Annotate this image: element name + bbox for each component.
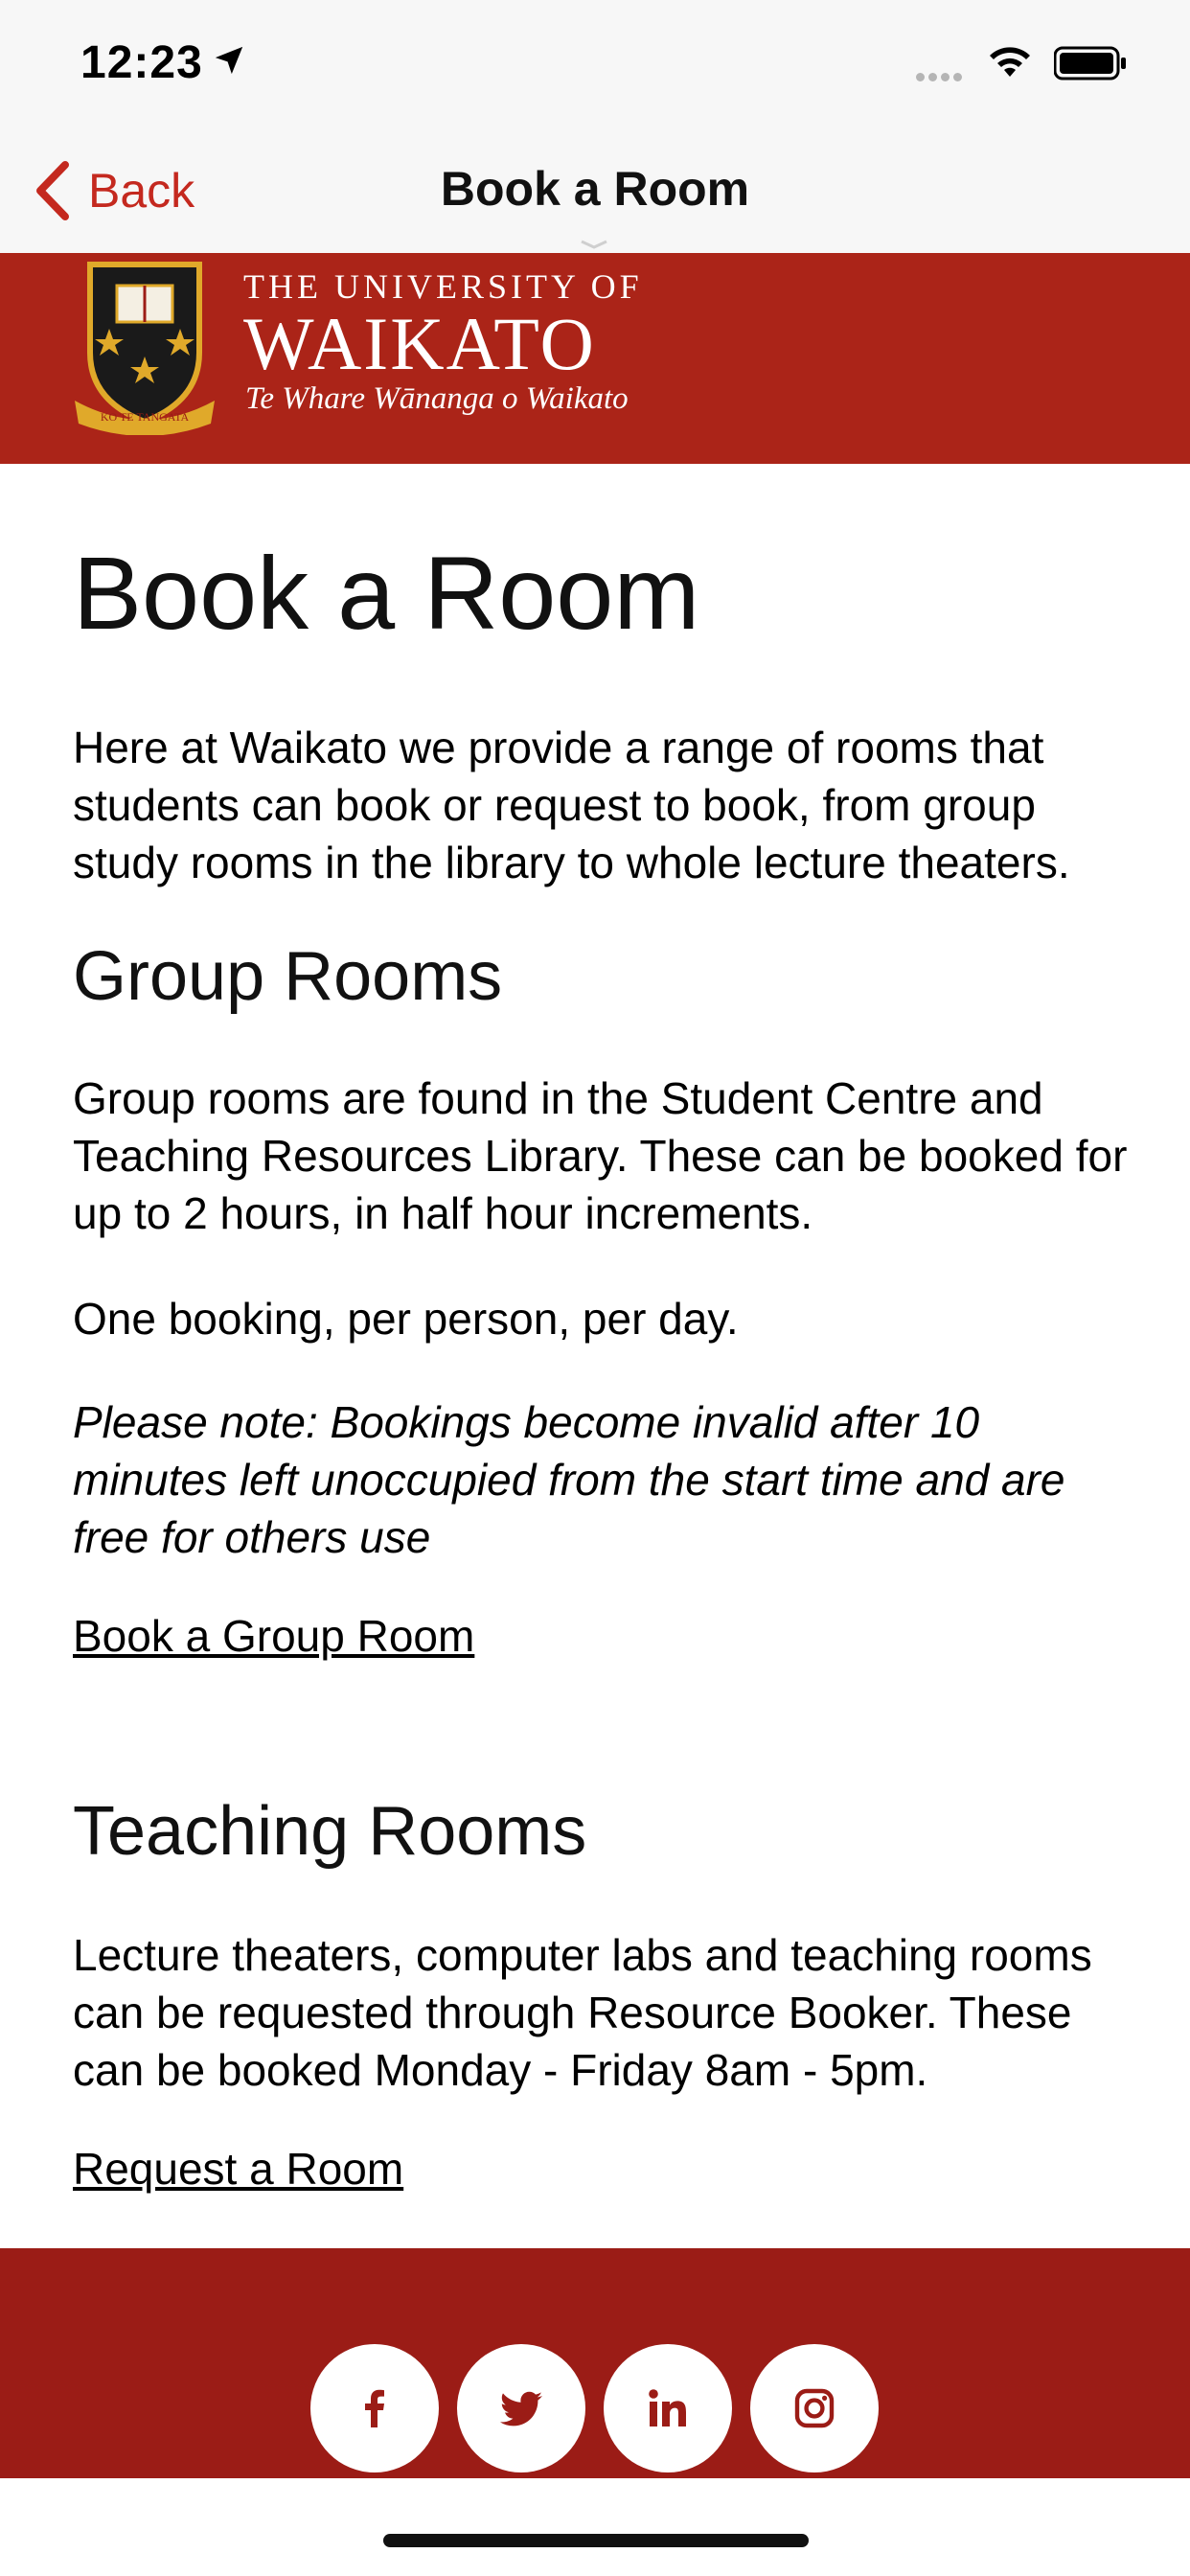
chevron-down-icon xyxy=(580,240,608,249)
teaching-rooms-paragraph: Lecture theaters, computer labs and teaching rooms can be requested through Resource Booker. These can be booked Monday - Friday 8am - 5pm. xyxy=(73,1930,1092,2095)
facebook-button[interactable] xyxy=(310,2344,439,2472)
group-rooms-paragraph: Group rooms are found in the Student Centre and Teaching Resources Library. These can be booked for up to 2 hours, in half hour increments. xyxy=(73,1073,1128,1238)
group-rooms-heading: Group Rooms xyxy=(73,938,503,1015)
signal-icon xyxy=(916,69,966,86)
request-room-link[interactable]: Request a Room xyxy=(73,2144,404,2194)
intro-paragraph: Here at Waikato we provide a range of rooms that students can book or request to book, from group study rooms in the library to whole lecture theaters. xyxy=(73,723,1070,887)
footer xyxy=(0,2248,1190,2478)
facebook-icon xyxy=(352,2385,398,2431)
booking-limit-text: One booking, per person, per day. xyxy=(73,1294,739,1344)
university-header-banner xyxy=(0,253,1190,464)
navigation-bar xyxy=(0,128,1190,254)
home-indicator[interactable] xyxy=(383,2534,809,2547)
twitter-button[interactable] xyxy=(457,2344,585,2472)
home-indicator-area xyxy=(0,2478,1190,2576)
page-title-wrap xyxy=(73,537,1136,651)
linkedin-icon xyxy=(645,2385,691,2431)
logo-tagline: Te Whare Wānanga o Waikato xyxy=(245,381,629,416)
status-bar xyxy=(0,0,1190,128)
linkedin-button[interactable] xyxy=(604,2344,732,2472)
booking-note: Please note: Bookings become invalid after 10 minutes left unoccupied from the start time and are free for others use xyxy=(73,1397,1065,1562)
nav-title: Book a Room xyxy=(440,162,750,216)
location-arrow-icon xyxy=(213,44,245,77)
instagram-button[interactable] xyxy=(750,2344,879,2472)
book-group-room-link[interactable]: Book a Group Room xyxy=(73,1611,475,1661)
page-title: Book a Room xyxy=(73,535,700,651)
university-crest-logo xyxy=(71,257,218,435)
teaching-rooms-heading: Teaching Rooms xyxy=(73,1793,587,1870)
twitter-icon xyxy=(498,2385,544,2431)
svg-text:KO TE TANGATA: KO TE TANGATA xyxy=(100,410,190,424)
instagram-icon xyxy=(791,2385,837,2431)
status-time: 12:23 xyxy=(80,37,203,88)
logo-line1: THE UNIVERSITY OF xyxy=(243,267,643,306)
battery-icon xyxy=(1054,46,1127,80)
back-label: Back xyxy=(88,164,195,218)
logo-line2: WAIKATO xyxy=(243,302,596,385)
wifi-icon xyxy=(987,44,1033,79)
